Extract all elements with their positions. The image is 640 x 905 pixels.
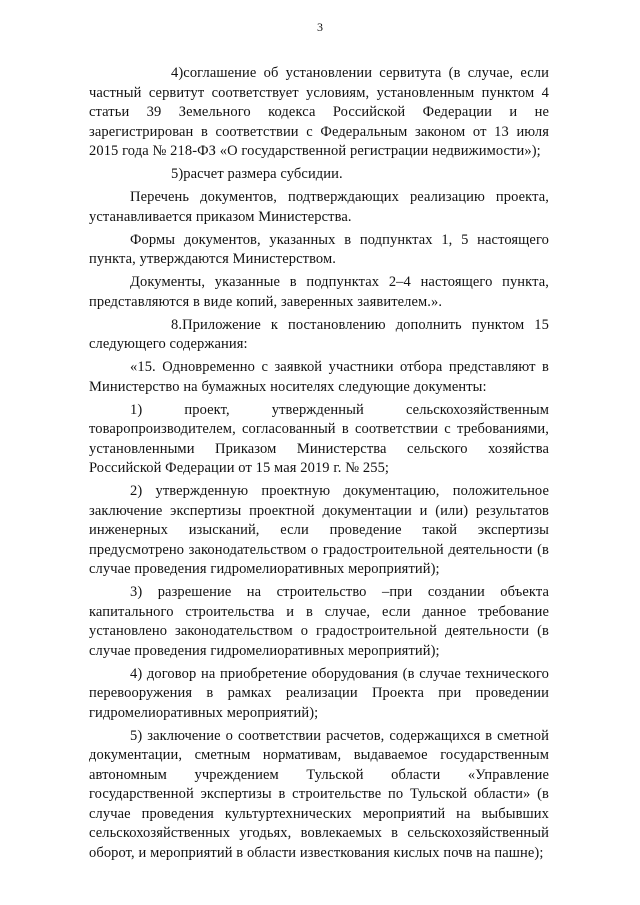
paragraph-text: Документы, указанные в подпунктах 2–4 настоящего пункта, представляются в виде копий, заверенных заявителем.». [89,274,549,310]
paragraph-text: 2) утвержденную проектную документацию, положительное заключение экспертизы проектной документации и (или) результатов инженерных изысканий, если проведение такой экспертизы предусмотрено законодательством о градостроительной деятельности (в случае проведения гидромелиоративных мероприятий); [89,483,549,577]
paragraph-item-15-1 [89,401,549,479]
document-body [89,64,549,863]
paragraph-number: 5) [171,166,184,182]
paragraph-document-copies [89,273,549,312]
paragraph-text: 5) заключение о соответствии расчетов, содержащихся в сметной документации, сметным нормативам, выдаваемое государственным автономным учреждением Тульской области «Управление государственной экспертизы в строительстве по Тульской области» (в случае проведения культуртехнических мероприятий на выбывших сельскохозяйственных угодьях, вовлекаемых в сельскохозяйственный оборот, и мероприятий в области известкования кислых почв на пашне); [89,727,549,861]
paragraph-text: Формы документов, указанных в подпунктах 1, 5 настоящего пункта, утверждаются Министерством. [89,231,549,267]
paragraph-number: 8. [171,316,183,333]
paragraph-item-15-4 [89,665,549,724]
paragraph-item-15-3 [89,583,549,661]
paragraph-text: «15. Одновременно с заявкой участники отбора представляют в Министерство на бумажных носителях следующие документы: [89,359,549,395]
paragraph-item-15-2 [89,482,549,580]
paragraph-item-15-5 [89,727,549,864]
paragraph-text: расчет размера субсидии. [183,166,343,182]
paragraph-text: соглашение об установлении сервитута (в случае, если частный сервитут соответствует условиям, установленным пунктом 4 статьи 39 Земельного кодекса Российской Федерации и не зарегистрирован в соответствии с Федеральным законом от 13 июля 2015 года № 218-ФЗ «О государственной регистрации недвижимости»); [89,65,549,159]
paragraph-text: Приложение к постановлению дополнить пунктом 15 следующего содержания: [89,316,549,352]
paragraph-text: 4) договор на приобретение оборудования (в случае технического перевооружения в рамках реализации Проекта при проведении гидромелиоративных мероприятий); [89,665,549,721]
paragraph-text: 1) проект, утвержденный сельскохозяйственным товаропроизводителем, согласованный в соответствии с требованиями, установленными Приказом Министерства сельского хозяйства Российской Федерации от 15 мая 2019 г. № 255; [89,401,549,476]
paragraph-item-8 [89,316,549,355]
paragraph-number: 4) [171,65,184,81]
paragraph-text: Перечень документов, подтверждающих реализацию проекта, устанавливается приказом Министерства. [89,189,549,225]
paragraph-subitem-5 [89,165,549,185]
paragraph-text: 3) разрешение на строительство –при создании объекта капитального строительства и в случае, если данное требование установлено законодательством о градостроительной деятельности (в случае проведения гидромелиоративных мероприятий); [89,584,549,659]
paragraph-document-forms [89,231,549,270]
paragraph-item-15 [89,358,549,397]
page-number: 3 [317,20,323,34]
paragraph-subitem-4 [89,64,549,162]
paragraph-documents-list [89,188,549,227]
